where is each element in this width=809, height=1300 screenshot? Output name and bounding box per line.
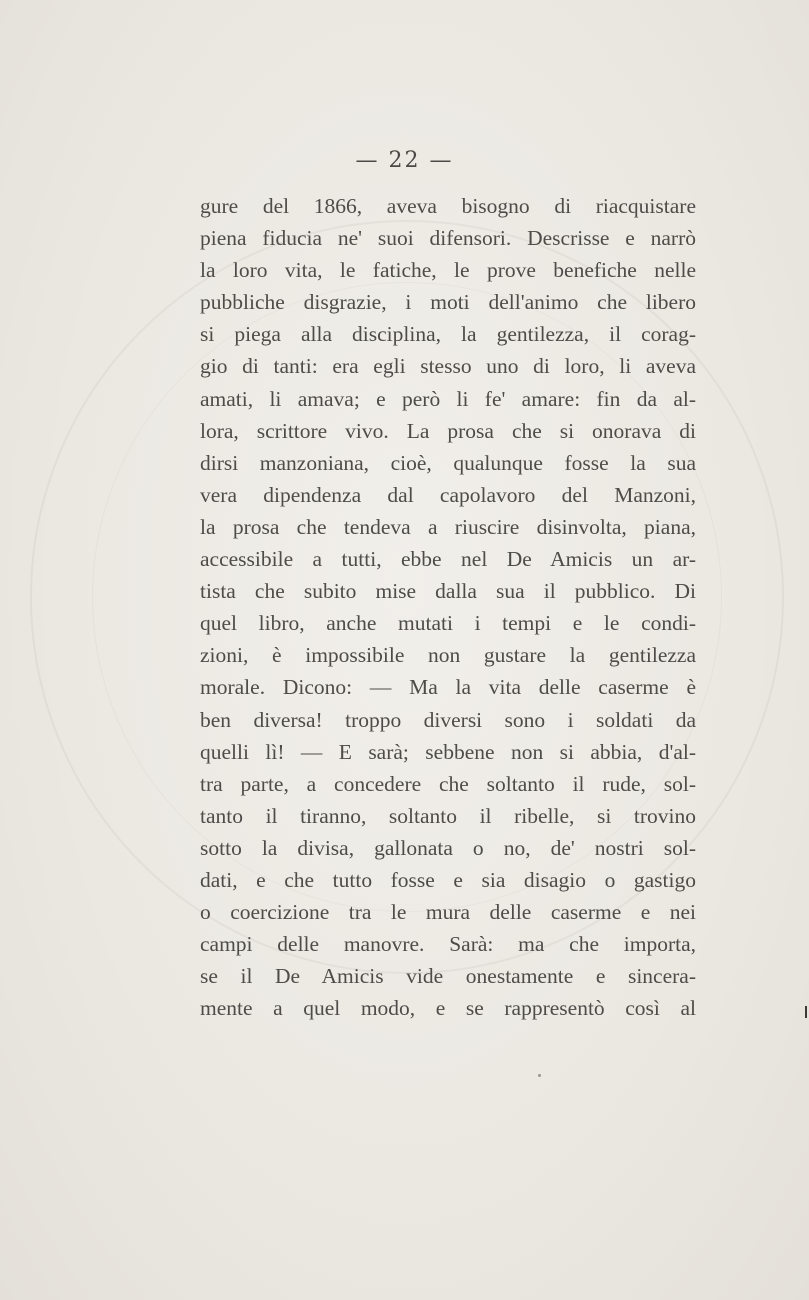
edge-mark (805, 1006, 807, 1018)
text-line: quel libro, anche mutati i tempi e le condi- (200, 611, 696, 636)
text-line: lora, scrittore vivo. La prosa che si onorava di (200, 418, 696, 443)
text-line: si piega alla disciplina, la gentilezza, il corag- (200, 322, 696, 347)
text-line: zioni, è impossibile non gustare la gentilezza (200, 643, 696, 668)
text-line: dirsi manzoniana, cioè, qualunque fosse la sua (200, 450, 696, 475)
text-line: quelli lì! — E sarà; sebbene non si abbia, d'al- (200, 739, 696, 764)
ink-speck (538, 1074, 541, 1077)
text-line: amati, li amava; e però li fe' amare: fin da al- (200, 386, 696, 411)
text-line: vera dipendenza dal capolavoro del Manzoni, (200, 482, 696, 507)
text-line: tanto il tiranno, soltanto il ribelle, si trovino (200, 803, 696, 828)
text-line: o coercizione tra le mura delle caserme e nei (200, 900, 696, 925)
text-line: morale. Dicono: — Ma la vita delle caserme è (200, 675, 696, 700)
text-line: la loro vita, le fatiche, le prove benefiche nelle (200, 258, 696, 283)
text-line: campi delle manovre. Sarà: ma che importa, (200, 932, 696, 957)
text-line: gio di tanti: era egli stesso uno di loro, li aveva (200, 354, 696, 379)
text-line: tra parte, a concedere che soltanto il rude, sol- (200, 771, 696, 796)
text-line: piena fiducia ne' suoi difensori. Descrisse e narrò (200, 226, 696, 251)
text-line: se il De Amicis vide onestamente e sincera- (200, 964, 696, 989)
text-line: dati, e che tutto fosse e sia disagio o gastigo (200, 867, 696, 892)
text-line: pubbliche disgrazie, i moti dell'animo che libero (200, 290, 696, 315)
text-line: accessibile a tutti, ebbe nel De Amicis un ar- (200, 547, 696, 572)
text-line: ben diversa! troppo diversi sono i soldati da (200, 707, 696, 732)
body-text (200, 190, 696, 1024)
text-line: sotto la divisa, gallonata o no, de' nostri sol- (200, 835, 696, 860)
page-number: — 22 — (355, 148, 454, 173)
text-line: tista che subito mise dalla sua il pubblico. Di (200, 579, 696, 604)
text-line: mente a quel modo, e se rappresentò così al (200, 996, 696, 1021)
text-line: gure del 1866, aveva bisogno di riacquistare (200, 194, 696, 218)
text-line: la prosa che tendeva a riuscire disinvolta, piana, (200, 514, 696, 539)
